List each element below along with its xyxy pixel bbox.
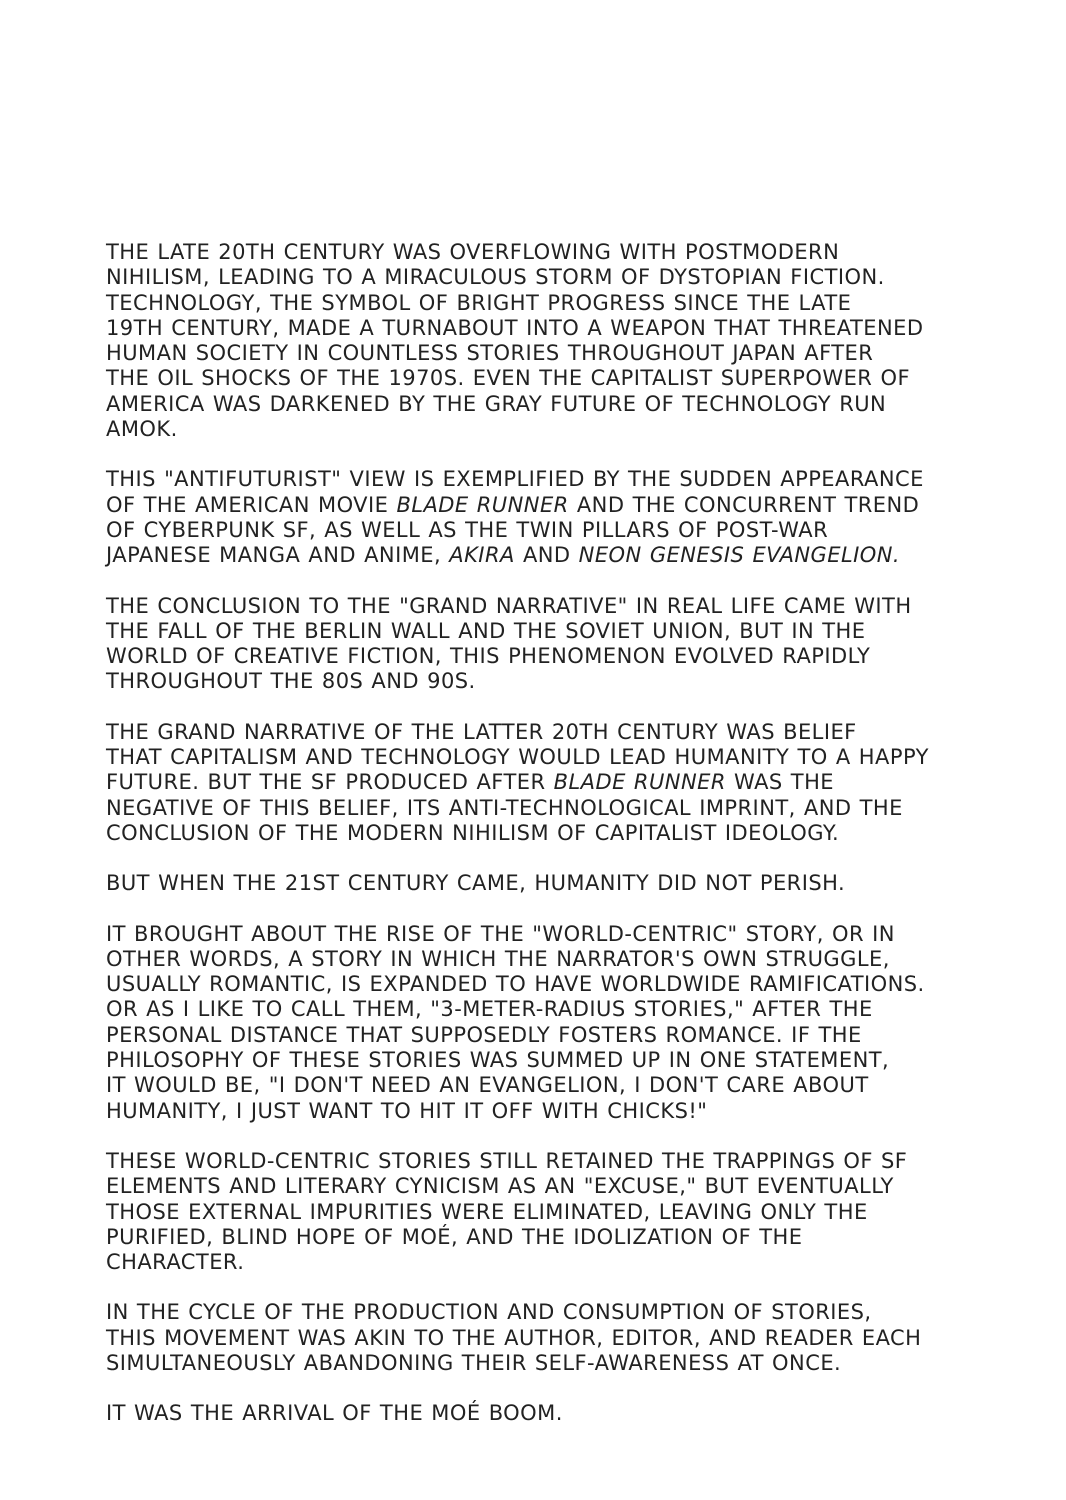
text-line: IN THE CYCLE OF THE PRODUCTION AND CONSUMPTION OF STORIES, — [106, 1300, 872, 1325]
title-blade-runner: BLADE RUNNER — [396, 492, 569, 517]
paragraph-9 — [106, 1401, 966, 1426]
text-line: PHILOSOPHY OF THESE STORIES WAS SUMMED UP IN ONE STATEMENT, — [106, 1048, 890, 1073]
title-akira: AKIRA — [449, 543, 515, 568]
text-line: THROUGHOUT THE 80S AND 90S. — [106, 669, 476, 694]
text-line: CHARACTER. — [106, 1250, 245, 1275]
paragraph-7 — [106, 1149, 966, 1275]
title-evangelion: NEON GENESIS EVANGELION. — [578, 543, 901, 568]
text-line: FUTURE. BUT THE SF PRODUCED AFTER BLADE RUNNER WAS THE — [106, 770, 835, 795]
paragraph-1 — [106, 240, 966, 442]
title-blade-runner: BLADE RUNNER — [553, 770, 726, 795]
text-line: IT BROUGHT ABOUT THE RISE OF THE "WORLD-CENTRIC" STORY, OR IN — [106, 921, 895, 946]
paragraph-6 — [106, 922, 966, 1124]
text-line: OF THE AMERICAN MOVIE BLADE RUNNER AND THE CONCURRENT TREND — [106, 492, 920, 517]
text-line: NIHILISM, LEADING TO A MIRACULOUS STORM OF DYSTOPIAN FICTION. — [106, 265, 885, 290]
text-line: CONCLUSION OF THE MODERN NIHILISM OF CAPITALIST IDEOLOGY. — [106, 820, 840, 845]
text-line: THIS MOVEMENT WAS AKIN TO THE AUTHOR, EDITOR, AND READER EACH — [106, 1325, 922, 1350]
paragraph-3 — [106, 594, 966, 695]
text-line: NEGATIVE OF THIS BELIEF, ITS ANTI-TECHNOLOGICAL IMPRINT, AND THE — [106, 795, 903, 820]
text-line: USUALLY ROMANTIC, IS EXPANDED TO HAVE WORLDWIDE RAMIFICATIONS. — [106, 972, 925, 997]
text-line: HUMAN SOCIETY IN COUNTLESS STORIES THROUGHOUT JAPAN AFTER — [106, 341, 874, 366]
text-line: PERSONAL DISTANCE THAT SUPPOSEDLY FOSTERS ROMANCE. IF THE — [106, 1022, 862, 1047]
text-line: AMOK. — [106, 417, 178, 442]
text-line: OF CYBERPUNK SF, AS WELL AS THE TWIN PILLARS OF POST-WAR — [106, 517, 829, 542]
text-line: THE FALL OF THE BERLIN WALL AND THE SOVIET UNION, BUT IN THE — [106, 618, 866, 643]
text-line: HUMANITY, I JUST WANT TO HIT IT OFF WITH CHICKS!" — [106, 1098, 708, 1123]
text-line: BUT WHEN THE 21ST CENTURY CAME, HUMANITY DID NOT PERISH. — [106, 871, 846, 896]
text-line: THE OIL SHOCKS OF THE 1970S. EVEN THE CAPITALIST SUPERPOWER OF — [106, 366, 910, 391]
essay-text-block — [106, 240, 966, 1452]
text-line: THE LATE 20TH CENTURY WAS OVERFLOWING WITH POSTMODERN — [106, 240, 840, 264]
text-line: OR AS I LIKE TO CALL THEM, "3-METER-RADIUS STORIES," AFTER THE — [106, 997, 873, 1022]
text-line: 19TH CENTURY, MADE A TURNABOUT INTO A WEAPON THAT THREATENED — [106, 315, 924, 340]
text-line: OTHER WORDS, A STORY IN WHICH THE NARRATOR'S OWN STRUGGLE, — [106, 946, 890, 971]
text-line: THE CONCLUSION TO THE "GRAND NARRATIVE" IN REAL LIFE CAME WITH — [106, 593, 912, 618]
text-line: TECHNOLOGY, THE SYMBOL OF BRIGHT PROGRESS SINCE THE LATE — [106, 290, 852, 315]
text-line: THE GRAND NARRATIVE OF THE LATTER 20TH CENTURY WAS BELIEF — [106, 719, 857, 744]
paragraph-4 — [106, 720, 966, 846]
text-line: THOSE EXTERNAL IMPURITIES WERE ELIMINATED, LEAVING ONLY THE — [106, 1199, 868, 1224]
text-line: THIS "ANTIFUTURIST" VIEW IS EXEMPLIFIED BY THE SUDDEN APPEARANCE — [106, 467, 924, 492]
text-line: IT WAS THE ARRIVAL OF THE MOÉ BOOM. — [106, 1401, 563, 1426]
text-line: THAT CAPITALISM AND TECHNOLOGY WOULD LEAD HUMANITY TO A HAPPY — [106, 745, 929, 770]
text-line: IT WOULD BE, "I DON'T NEED AN EVANGELION, I DON'T CARE ABOUT — [106, 1073, 869, 1098]
paragraph-2 — [106, 467, 966, 568]
paragraph-5 — [106, 871, 966, 896]
text-line: THESE WORLD-CENTRIC STORIES STILL RETAINED THE TRAPPINGS OF SF — [106, 1148, 908, 1173]
paragraph-8 — [106, 1300, 966, 1376]
text-line: WORLD OF CREATIVE FICTION, THIS PHENOMENON EVOLVED RAPIDLY — [106, 644, 871, 669]
text-line: PURIFIED, BLIND HOPE OF MOÉ, AND THE IDOLIZATION OF THE — [106, 1224, 803, 1249]
text-line: SIMULTANEOUSLY ABANDONING THEIR SELF-AWARENESS AT ONCE. — [106, 1350, 842, 1375]
text-line: AMERICA WAS DARKENED BY THE GRAY FUTURE OF TECHNOLOGY RUN — [106, 391, 887, 416]
text-line: JAPANESE MANGA AND ANIME, AKIRA AND NEON GENESIS EVANGELION. — [106, 543, 901, 568]
text-line: ELEMENTS AND LITERARY CYNICISM AS AN "EXCUSE," BUT EVENTUALLY — [106, 1174, 894, 1199]
